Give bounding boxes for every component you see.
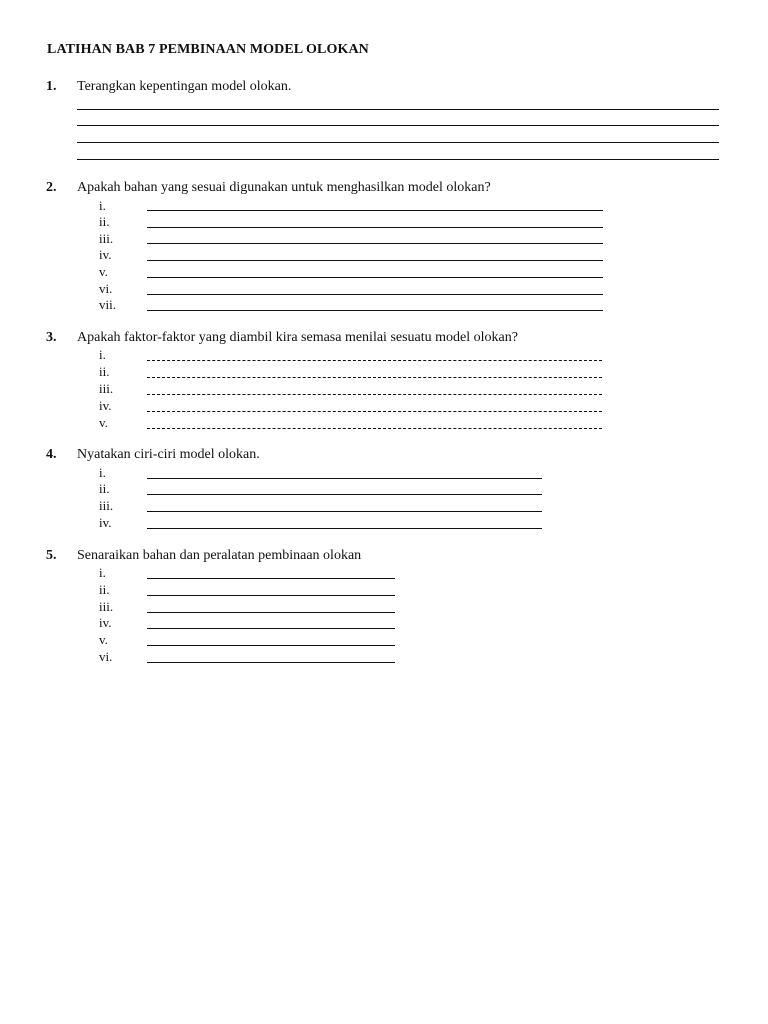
item-numeral: ii. [99,364,110,379]
answer-line[interactable] [147,662,395,663]
answer-line[interactable] [147,528,542,529]
item-numeral: iv. [99,247,112,262]
answer-line[interactable] [77,109,719,110]
answer-line[interactable] [77,142,719,143]
answer-line[interactable] [147,411,602,412]
item-numeral: ii. [99,582,110,597]
item-numeral: iv. [99,615,112,630]
answer-line[interactable] [147,478,542,479]
answer-line[interactable] [147,645,395,646]
item-numeral: vi. [99,649,113,664]
answer-line[interactable] [147,394,602,395]
item-numeral: iii. [99,231,114,246]
answer-line[interactable] [147,377,602,378]
question-2-text: Apakah bahan yang sesuai digunakan untuk menghasilkan model olokan? [77,180,491,195]
question-3-text: Apakah faktor-faktor yang diambil kira semasa menilai sesuatu model olokan? [77,330,518,345]
question-1-text: Terangkan kepentingan model olokan. [77,79,292,94]
answer-line[interactable] [77,125,719,126]
item-numeral: v. [99,632,108,647]
item-numeral: v. [99,264,108,279]
answer-line[interactable] [147,294,603,295]
question-1-number: 1. [46,79,57,94]
answer-line[interactable] [147,260,603,261]
answer-line[interactable] [147,428,602,429]
item-numeral: ii. [99,214,110,229]
answer-line[interactable] [77,159,719,160]
item-numeral: i. [99,465,106,480]
answer-line[interactable] [147,628,395,629]
answer-line[interactable] [147,494,542,495]
answer-line[interactable] [147,227,603,228]
question-3-number: 3. [46,330,57,345]
answer-line[interactable] [147,612,395,613]
item-numeral: ii. [99,481,110,496]
question-4-number: 4. [46,447,57,462]
page-title: LATIHAN BAB 7 PEMBINAAN MODEL OLOKAN [47,42,369,57]
item-numeral: iv. [99,515,112,530]
answer-line[interactable] [147,578,395,579]
item-numeral: iii. [99,381,114,396]
item-numeral: v. [99,415,108,430]
question-5-number: 5. [46,548,57,563]
question-5-text: Senaraikan bahan dan peralatan pembinaan olokan [77,548,362,563]
item-numeral: iv. [99,398,112,413]
item-numeral: i. [99,198,106,213]
answer-line[interactable] [147,277,603,278]
item-numeral: vi. [99,281,113,296]
item-numeral: i. [99,347,106,362]
answer-line[interactable] [147,210,603,211]
question-4-text: Nyatakan ciri-ciri model olokan. [77,447,260,462]
answer-line[interactable] [147,243,603,244]
answer-line[interactable] [147,595,395,596]
item-numeral: iii. [99,498,114,513]
item-numeral: vii. [99,297,116,312]
question-2-number: 2. [46,180,57,195]
item-numeral: iii. [99,599,114,614]
answer-line[interactable] [147,511,542,512]
item-numeral: i. [99,565,106,580]
answer-line[interactable] [147,310,603,311]
answer-line[interactable] [147,360,602,361]
